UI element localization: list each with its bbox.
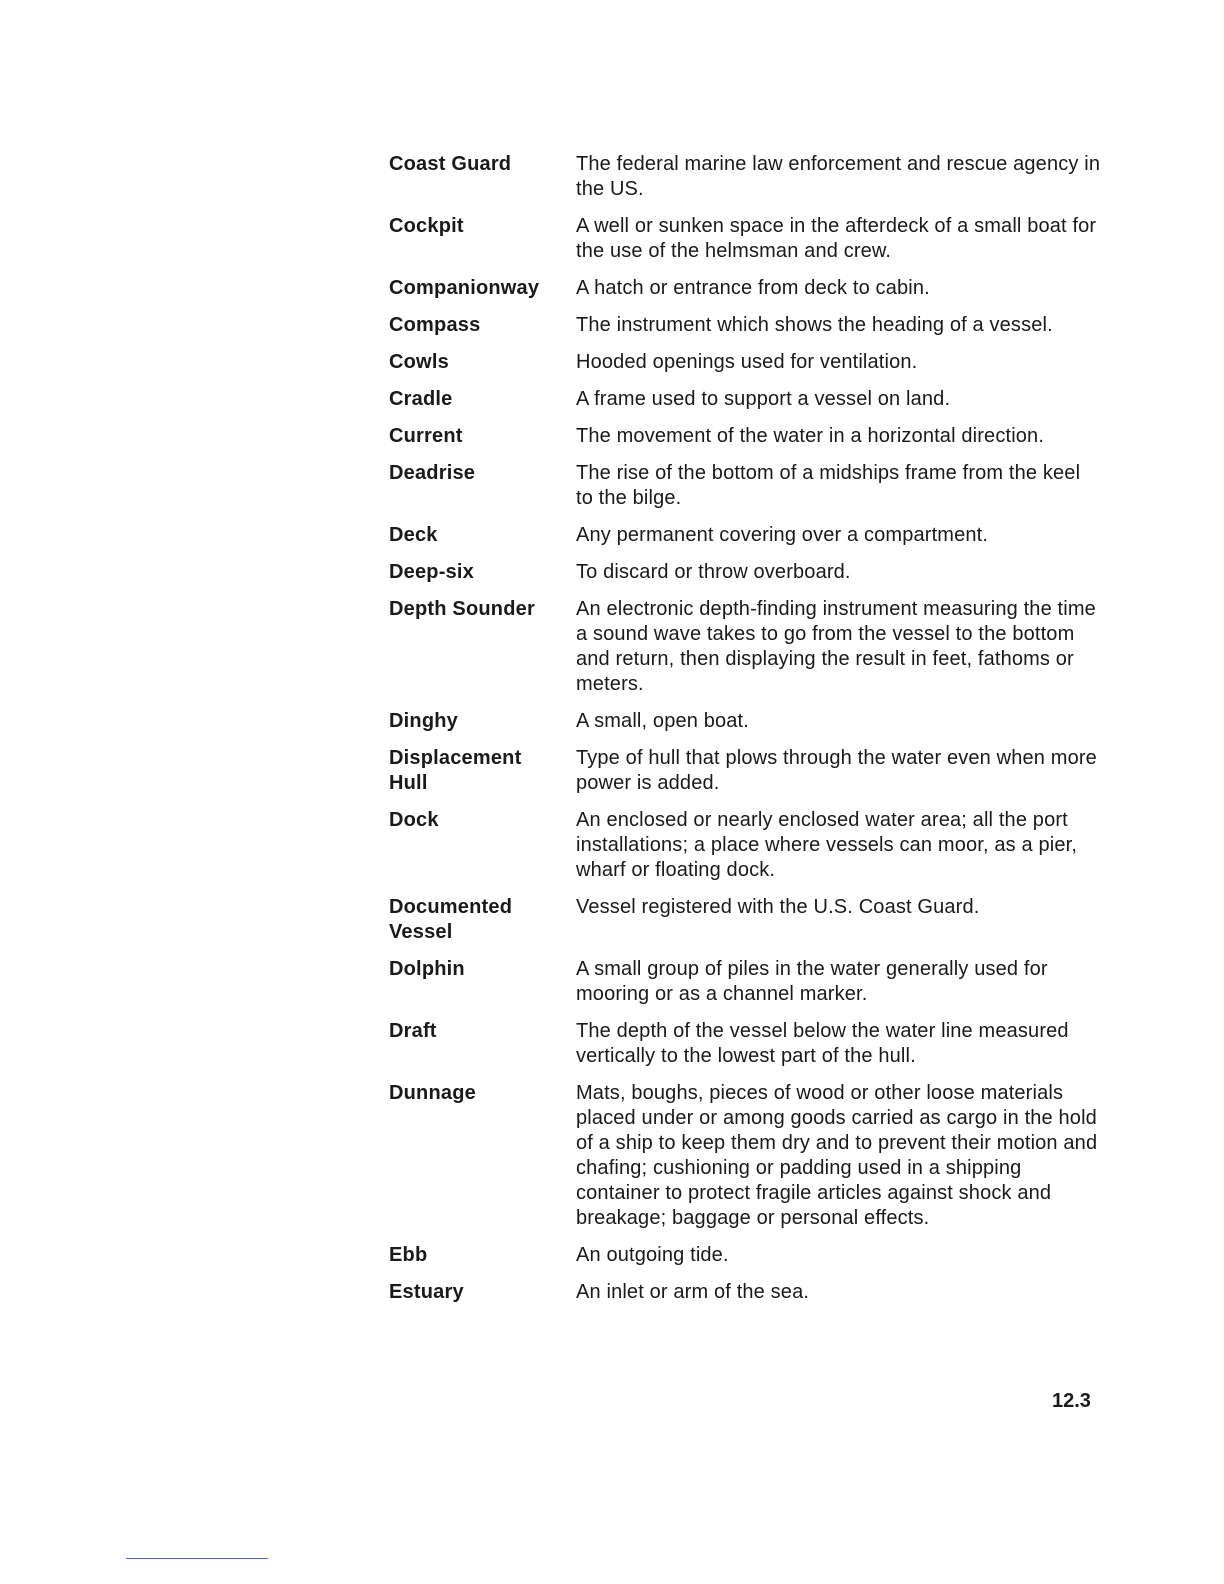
glossary-definition: A small, open boat. [576,710,749,732]
glossary-definition: An enclosed or nearly enclosed water area; all the port installations; a place where vessels can moor, as a pier, wharf or floating dock. [576,809,1078,881]
glossary-definition: Hooded openings used for ventilation. [576,351,918,373]
glossary-term: Compass [389,314,481,336]
glossary-term: Draft [389,1020,437,1042]
glossary-term: Cowls [389,351,449,373]
glossary-entry [389,709,1109,734]
glossary-entry [389,597,1109,697]
glossary-term: Cradle [389,388,453,410]
glossary-entry [389,1243,1109,1268]
glossary-term: Documented Vessel [389,896,513,943]
glossary-entry [389,523,1109,548]
glossary-list [389,152,1109,1317]
glossary-definition: The rise of the bottom of a midships frame from the keel to the bilge. [576,462,1081,509]
glossary-term: Ebb [389,1244,428,1266]
glossary-definition: A small group of piles in the water generally used for mooring or as a channel marker. [576,958,1048,1005]
glossary-entry [389,152,1109,202]
glossary-term: Depth Sounder [389,598,535,620]
glossary-entry [389,424,1109,449]
glossary-definition: The federal marine law enforcement and rescue agency in the US. [576,153,1101,200]
glossary-term: Dock [389,809,439,831]
glossary-entry [389,313,1109,338]
glossary-definition: The instrument which shows the heading of a vessel. [576,314,1053,336]
glossary-term: Cockpit [389,215,464,237]
glossary-term: Deck [389,524,438,546]
glossary-definition: An inlet or arm of the sea. [576,1281,810,1303]
page-number: 12.3 [1052,1390,1091,1412]
glossary-entry [389,461,1109,511]
glossary-term: Deep-six [389,561,474,583]
glossary-term: Estuary [389,1281,464,1303]
glossary-entry [389,808,1109,883]
glossary-term: Companionway [389,277,540,299]
glossary-term: Dunnage [389,1082,476,1104]
glossary-term: Dolphin [389,958,465,980]
glossary-entry [389,350,1109,375]
glossary-entry [389,1280,1109,1305]
glossary-term: Deadrise [389,462,476,484]
glossary-entry [389,560,1109,585]
glossary-entry [389,746,1109,796]
glossary-entry [389,895,1109,945]
glossary-definition: To discard or throw overboard. [576,561,851,583]
footnote-divider [126,1558,268,1559]
glossary-definition: Vessel registered with the U.S. Coast Guard. [576,896,980,918]
glossary-definition: A hatch or entrance from deck to cabin. [576,277,930,299]
glossary-definition: Mats, boughs, pieces of wood or other loose materials placed under or among goods carried as cargo in the hold of a ship to keep them dry and to prevent their motion and chafing; cushioning or padding used in a shipping container to protect fragile articles against shock and breakage; baggage or personal effects. [576,1082,1098,1229]
glossary-entry [389,214,1109,264]
glossary-entry [389,276,1109,301]
glossary-entry [389,1019,1109,1069]
glossary-definition: The movement of the water in a horizontal direction. [576,425,1045,447]
glossary-term: Coast Guard [389,153,512,175]
glossary-entry [389,387,1109,412]
glossary-definition: An electronic depth-finding instrument measuring the time a sound wave takes to go from the vessel to the bottom and return, then displaying the result in feet, fathoms or meters. [576,598,1096,695]
glossary-definition: The depth of the vessel below the water line measured vertically to the lowest part of the hull. [576,1020,1069,1067]
glossary-term: Displacement Hull [389,747,522,794]
glossary-definition: Type of hull that plows through the water even when more power is added. [576,747,1097,794]
glossary-entry [389,957,1109,1007]
glossary-entry [389,1081,1109,1231]
glossary-definition: A well or sunken space in the afterdeck of a small boat for the use of the helmsman and crew. [576,215,1097,262]
glossary-definition: An outgoing tide. [576,1244,729,1266]
glossary-term: Current [389,425,463,447]
glossary-definition: Any permanent covering over a compartment. [576,524,989,546]
glossary-term: Dinghy [389,710,458,732]
glossary-definition: A frame used to support a vessel on land. [576,388,951,410]
